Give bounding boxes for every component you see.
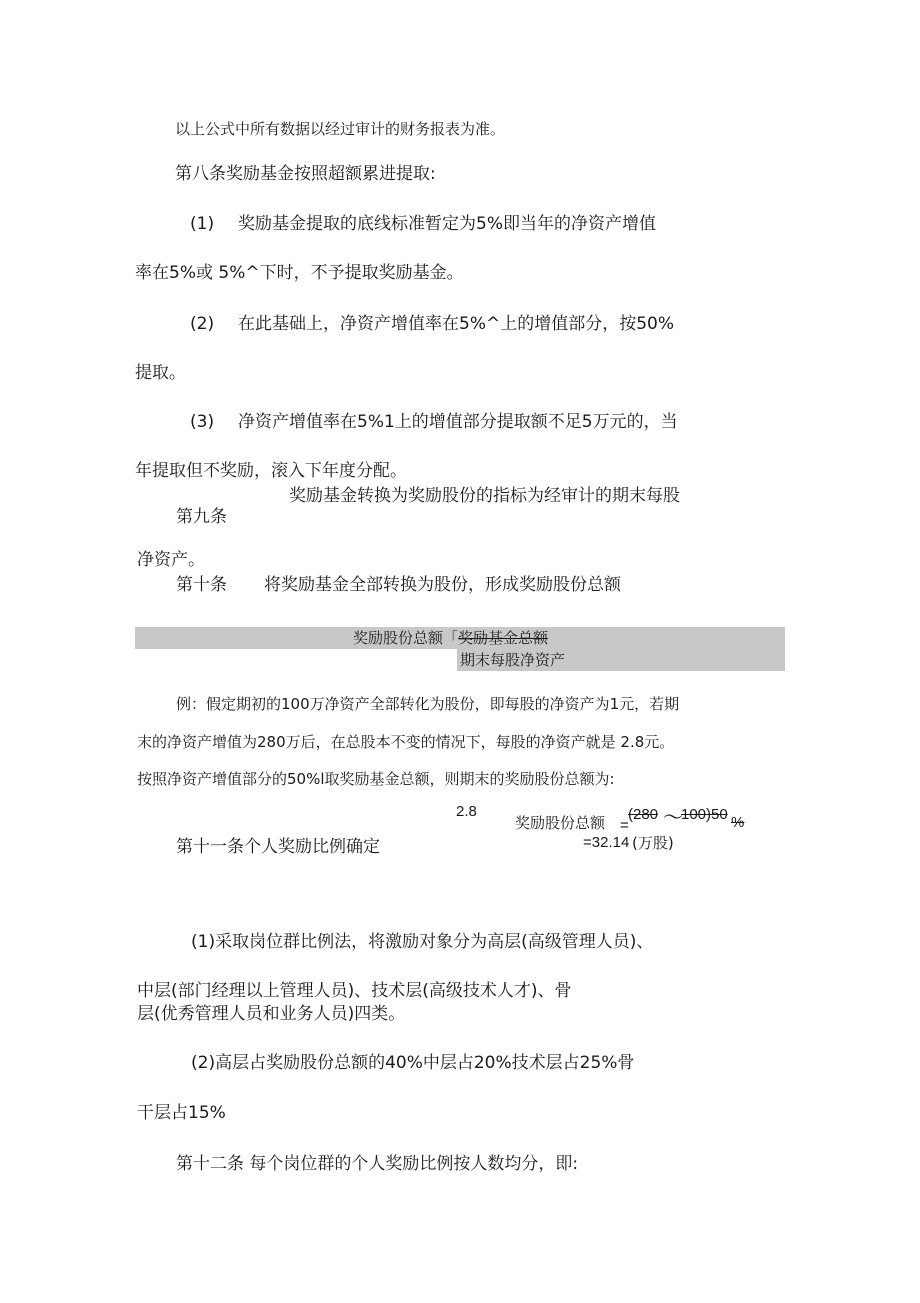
formula2-lhs: 奖励股份总额 [515,814,606,832]
article-12-heading: 第十二条 每个岗位群的个人奖励比例按人数均分，即: [176,1154,579,1174]
item-2-text: 在此基础上，净资产增值率在5%^上的增值部分，按50% [238,314,674,334]
item-2-continuation: 提取。 [135,363,186,383]
item-3-continuation: 年提取但不奖励，滚入下年度分配。 [135,461,407,481]
formula2-equals: = [620,817,629,834]
formula2-denominator: 2.8 [456,803,477,820]
rule-1-continuation-2: 层(优秀管理人员和业务人员)四类。 [137,1004,406,1024]
rule-2-continuation: 干层占15% [137,1103,226,1123]
item-1-continuation: 率在5%或 5%^下时，不予提取奖励基金。 [135,263,464,283]
example-line-2: 末的净资产增值为280万后，在总股本不变的情况下，每股的净资产就是 2.8元。 [137,733,675,751]
formula2-numerator-rest: 100)50 [681,806,728,823]
item-2-number: (2) [190,314,215,334]
item-1-number: (1) [190,214,215,234]
article-9-body: 奖励基金转换为奖励股份的指标为经审计的期末每股 [289,486,680,506]
formula2-result: =32.14 [583,834,630,851]
article-11-heading: 第十一条个人奖励比例确定 [176,837,380,857]
formula-denominator: 期末每股净资产 [460,651,566,669]
article-10-label: 第十条 [176,575,227,595]
rule-2: (2)高层占奖励股份总额的40%中层占20%技术层占25%骨 [191,1053,635,1073]
paragraph-audit-note: 以上公式中所有数据以经过审计的财务报表为准。 [175,120,506,138]
item-3-number: (3) [190,412,215,432]
example-line-3: 按照净资产增值部分的50%l取奖励基金总额，则期末的奖励股份总额为: [137,770,615,788]
formula2-unit: (万股) [632,834,674,852]
formula-numerator: 奖励基金总额 [458,629,549,647]
article-9-continuation: 净资产。 [137,550,205,570]
item-3-text: 净资产增值率在5%1上的增值部分提取额不足5万元的，当 [238,412,678,432]
rule-1-continuation-1: 中层(部门经理以上管理人员)、技术层(高级技术人才)、骨 [137,981,572,1001]
formula2-numerator: (280 [628,806,659,823]
article-9-label: 第九条 [176,507,227,527]
formula-lhs: 奖励股份总额「 [353,629,459,647]
item-1-text: 奖励基金提取的底线标准暂定为5%即当年的净资产增值 [238,214,656,234]
formula2-percent: % [731,814,745,831]
article-10-body: 将奖励基金全部转换为股份，形成奖励股份总额 [264,575,621,595]
rule-1: (1)采取岗位群比例法，将激励对象分为高层(高级管理人员)、 [191,932,654,952]
formula2-tilde: ～ [663,807,683,829]
article-8-heading: 第八条奖励基金按照超额累进提取: [175,164,436,184]
example-line-1: 例：假定期初的100万净资产全部转化为股份，即每股的净资产为1元，若期 [176,695,680,713]
